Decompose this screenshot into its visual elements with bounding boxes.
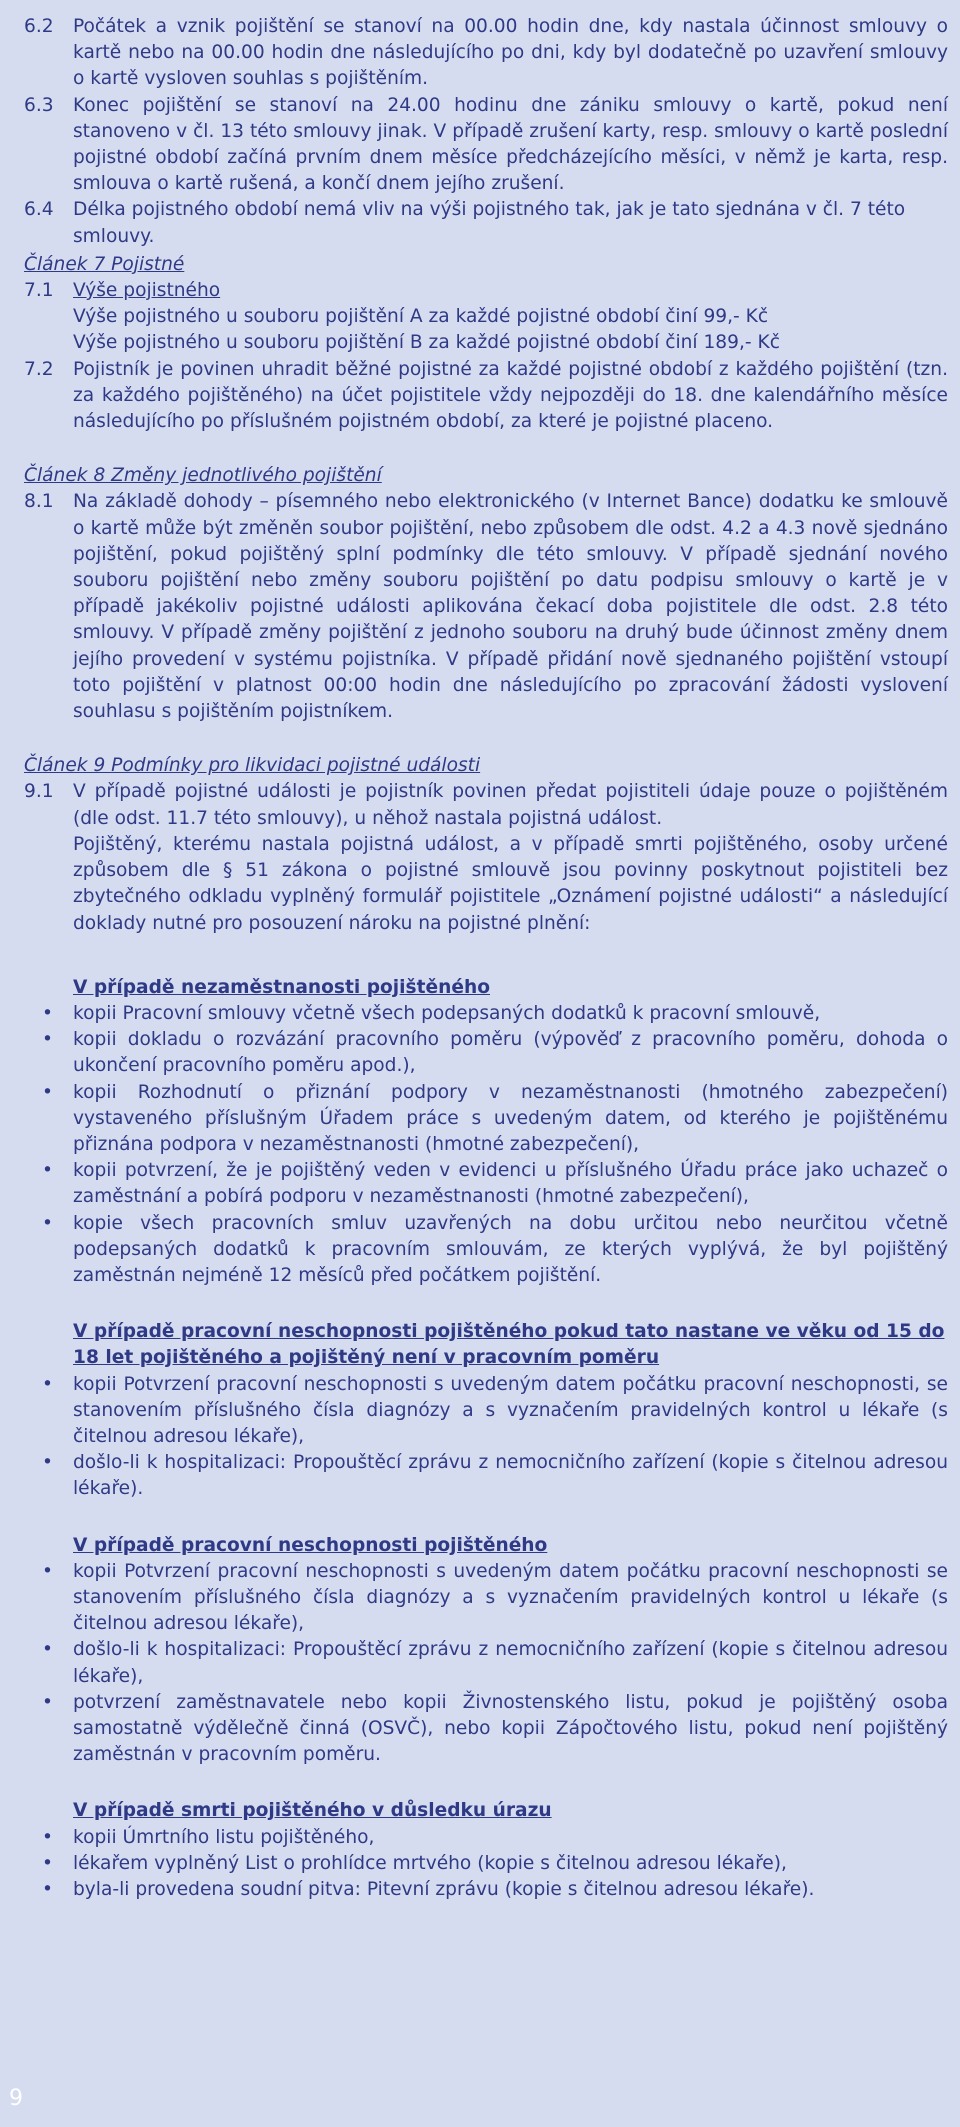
paragraph-6-3	[24, 93, 948, 198]
bullet-icon: •	[42, 1373, 53, 1395]
list-item-text: byla-li provedena soudní pitva: Pitevní zprávu (kopie s čitelnou adresou lékaře).	[73, 1879, 815, 1900]
bullet-icon: •	[42, 1081, 53, 1103]
paragraph-9-1	[24, 779, 948, 831]
premium-line-b: Výše pojistného u souboru pojištění B za každé pojistné období činí 189,- Kč	[73, 332, 780, 354]
bullet-icon: •	[42, 1879, 53, 1900]
list-item-text: lékařem vyplněný List o prohlídce mrtvého (kopie s čitelnou adresou lékaře),	[73, 1852, 787, 1874]
paragraph-text: Na základě dohody – písemného nebo elektronického (v Internet Bance) dodatku ke smlouvě o kartě může být změněn soubor pojištění, nebo způsobem dle odst. 4.2 a 4.3 nově sjednáno pojištění, pokud pojištěný splní podmínky dle této smlouvy. V případě sjednání nového souboru pojištění nebo změny souboru pojištění po datu podpisu smlouvy o kartě je v případě jakékoliv pojistné události aplikována čekací doba pojistitele dle odst. 2.8 této smlouvy. V případě změny pojištění z jednoho souboru na druhý bude účinnost změny dnem jejího provedení v systému pojistníka. V případě přidání nově sjednaného pojištění vstoupí toto pojištění v platnost 00:00 hodin dne následujícího po zpracování žádosti vyslovení souhlasu s pojištěním pojistníkem.	[73, 491, 948, 723]
claim-document-groups	[24, 937, 948, 1904]
paragraph-7-2	[24, 357, 948, 436]
bullet-icon: •	[42, 1852, 53, 1874]
list-item	[24, 1080, 948, 1159]
claim-group-title: V případě nezaměstnanosti pojištěného	[73, 976, 490, 998]
list-item	[24, 1690, 948, 1769]
list-item-text: kopii Pracovní smlouvy včetně všech podepsaných dodatků k pracovní smlouvě,	[73, 1002, 821, 1024]
bullet-icon: •	[42, 1560, 53, 1582]
claim-group-title: V případě pracovní neschopnosti pojištěného pokud tato nastane ve věku od 15 do 18 let pojištěného a pojištěný není v pracovním poměru	[73, 1321, 945, 1369]
paragraph-number: 6.2	[24, 16, 54, 37]
list-item-text: kopii Potvrzení pracovní neschopnosti s uvedeným datem počátku pracovní neschopnosti, se stanovením příslušného čísla diagnózy a s vyznačením pravidelných kontrol u lékaře (s čitelnou adresou lékaře),	[73, 1373, 948, 1447]
list-item-text: potvrzení zaměstnavatele nebo kopii Živnostenského listu, pokud je pojištěný osoba samostatně výdělečně činná (OSVČ), nebo kopii Zápočtového listu, pokud není pojištěný zaměstnán v pracovním poměru.	[73, 1691, 948, 1766]
list-item	[24, 1211, 948, 1290]
paragraph-6-2	[24, 14, 948, 93]
paragraph-number: 7.2	[24, 358, 54, 380]
bullet-icon: •	[42, 1212, 53, 1234]
list-item	[24, 1851, 948, 1877]
list-item	[24, 1825, 948, 1851]
bullet-icon: •	[42, 1160, 53, 1182]
list-item-text: kopii dokladu o rozvázání pracovního poměru (výpověď z pracovního poměru, dohoda o ukončení pracovního poměru apod.),	[73, 1029, 948, 1077]
list-item	[24, 1637, 948, 1689]
premium-line-a: Výše pojistného u souboru pojištění A za každé pojistné období činí 99,- Kč	[73, 306, 769, 328]
article-7-heading: Článek 7 Pojistné	[24, 253, 185, 275]
list-item-text: kopii Úmrtního listu pojištěného,	[73, 1826, 375, 1848]
list-item-text: kopii Potvrzení pracovní neschopnosti s uvedeným datem počátku pracovní neschopnosti se stanovením příslušného čísla diagnózy a s vyznačením pravidelných kontrol u lékaře (s čitelnou adresou lékaře),	[73, 1560, 948, 1635]
bullet-icon: •	[42, 1029, 53, 1051]
paragraph-9-1-continued: Pojištěný, kterému nastala pojistná událost, a v případě smrti pojištěného, osoby určené způsobem dle § 51 zákona o pojistné smlouvě jsou povinny poskytnout pojistiteli bez zbytečného odkladu vyplněný formulář pojistitele „Oznámení pojistné události“ a následující doklady nutné pro posouzení nároku na pojistné plnění:	[73, 833, 948, 934]
paragraph-8-1	[24, 489, 948, 725]
bullet-icon: •	[42, 1691, 53, 1713]
article-9-heading: Článek 9 Podmínky pro likvidaci pojistné události	[24, 755, 481, 777]
bullet-icon: •	[42, 1639, 53, 1661]
bullet-icon: •	[42, 1002, 53, 1024]
bullet-icon: •	[42, 1826, 53, 1848]
list-item-text: došlo-li k hospitalizaci: Propouštěcí zprávu z nemocničního zařízení (kopie s čitelnou adresou lékaře).	[73, 1452, 948, 1500]
list-item	[24, 1158, 948, 1210]
paragraph-number: 6.3	[24, 94, 54, 116]
article-8-heading: Článek 8 Změny jednotlivého pojištění	[24, 465, 382, 487]
list-item-text: došlo-li k hospitalizaci: Propouštěcí zprávu z nemocničního zařízení (kopie s čitelnou adresou lékaře),	[73, 1639, 948, 1687]
paragraph-text: Konec pojištění se stanoví na 24.00 hodinu dne zániku smlouvy o kartě, pokud není stanoveno v čl. 13 této smlouvy jinak. V případě zrušení karty, resp. smlouvy o kartě poslední pojistné období začíná prvním dnem měsíce předcházejícího měsíci, v němž je karta, resp. smlouva o kartě rušená, a končí dnem jejího zrušení.	[73, 94, 948, 195]
paragraph-title: Výše pojistného	[73, 280, 221, 302]
paragraph-7-1	[24, 278, 948, 304]
list-item	[24, 1877, 948, 1903]
list-item	[24, 1372, 948, 1451]
claim-group-title: V případě pracovní neschopnosti pojištěného	[73, 1534, 548, 1556]
paragraph-text: Pojistník je povinen uhradit běžné pojistné za každé pojistné období z každého pojištění (tzn. za každého pojištěného) na účet pojistitele vždy nejpozději do 18. dne kalendářního měsíce následujícího po příslušném pojistném období, za které je pojistné placeno.	[73, 358, 948, 433]
paragraph-text: V případě pojistné události je pojistník povinen předat pojistiteli údaje pouze o pojištěném (dle odst. 11.7 této smlouvy), u něhož nastala pojistná událost.	[73, 781, 948, 829]
list-item-text: kopie všech pracovních smluv uzavřených na dobu určitou nebo neurčitou včetně podepsaných dodatků k pracovním smlouvám, ze kterých vyplývá, že byl pojištěný zaměstnán nejméně 12 měsíců před počátkem pojištění.	[73, 1212, 948, 1286]
paragraph-number: 8.1	[24, 491, 54, 513]
paragraph-text: Počátek a vznik pojištění se stanoví na 00.00 hodin dne, kdy nastala účinnost smlouvy o kartě nebo na 00.00 hodin dne následujícího po dni, kdy byl dodatečně po uzavření smlouvy o kartě vysloven souhlas s pojištěním.	[73, 16, 948, 90]
paragraph-number: 7.1	[24, 280, 54, 302]
list-item	[24, 1001, 948, 1027]
list-item-text: kopii potvrzení, že je pojištěný veden v evidenci u příslušného Úřadu práce jako uchazeč o zaměstnání a pobírá podporu v nezaměstnanosti (hmotné zabezpečení),	[73, 1160, 948, 1208]
document-body	[24, 14, 948, 1903]
list-item	[24, 1450, 948, 1502]
paragraph-6-4	[24, 197, 948, 249]
page-number: 9	[9, 2086, 23, 2111]
list-item	[24, 1559, 948, 1638]
bullet-icon: •	[42, 1452, 53, 1474]
list-item-text: kopii Rozhodnutí o přiznání podpory v nezaměstnanosti (hmotného zabezpečení) vystaveného příslušným Úřadem práce s uvedeným datem, od kterého je pojištěnému přiznána podpora v nezaměstnanosti (hmotné zabezpečení),	[73, 1081, 948, 1155]
paragraph-number: 9.1	[24, 781, 54, 803]
list-item	[24, 1027, 948, 1079]
paragraph-number: 6.4	[24, 199, 54, 221]
paragraph-text: Délka pojistného období nemá vliv na výši pojistného tak, jak je tato sjednána v čl. 7 této smlouvy.	[73, 199, 906, 247]
claim-group-title: V případě smrti pojištěného v důsledku úrazu	[73, 1800, 552, 1822]
